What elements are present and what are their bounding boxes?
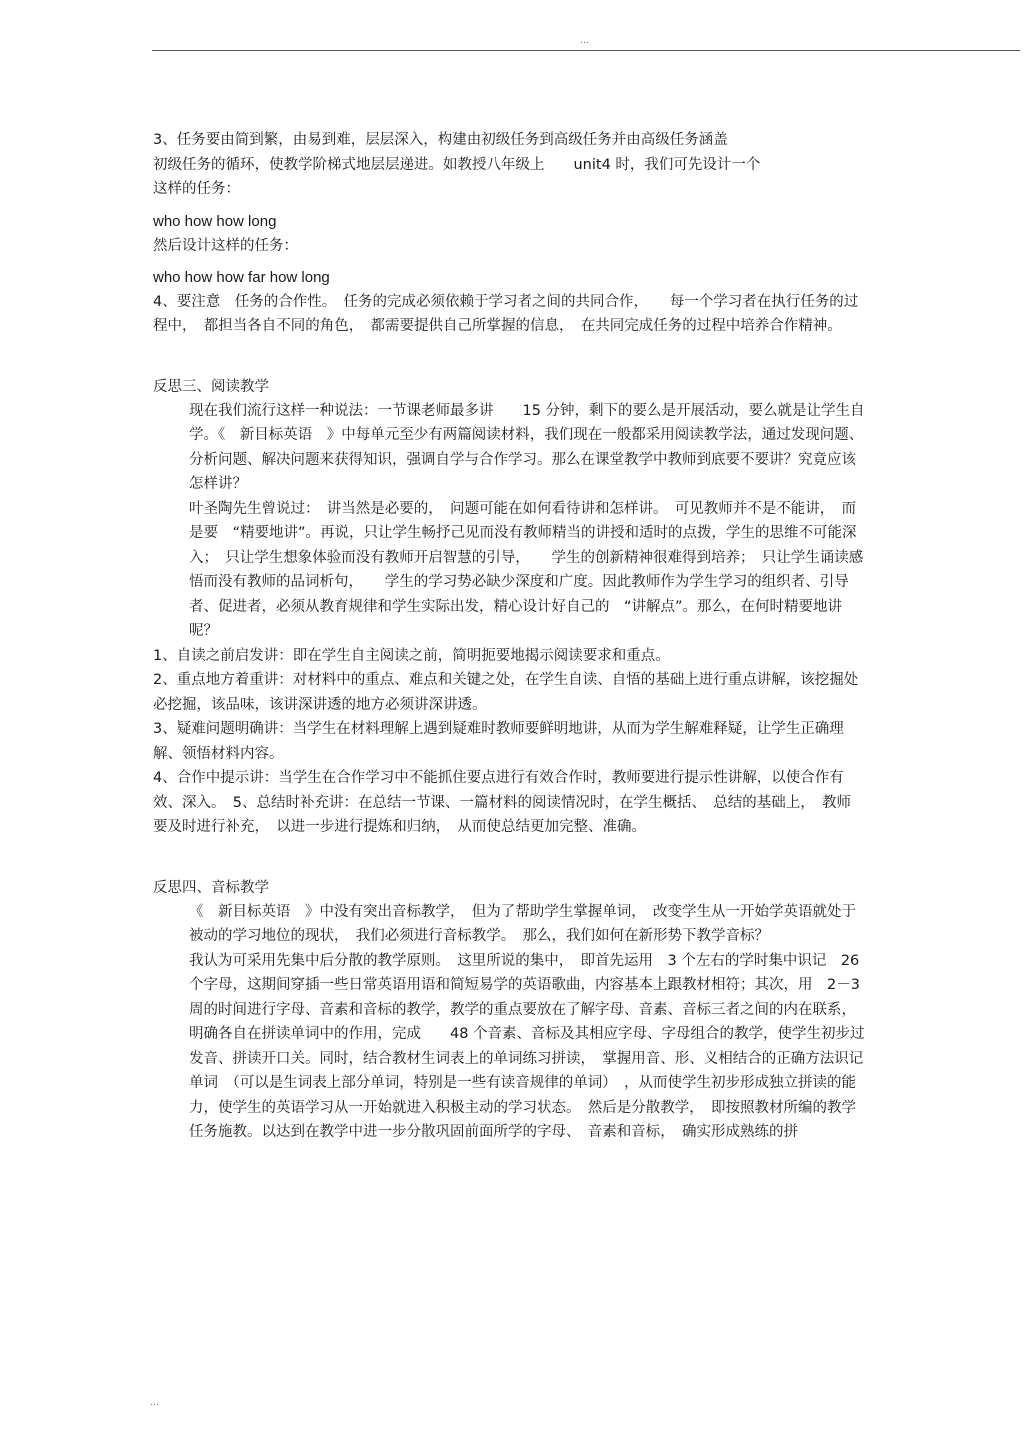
example-task-2: who how how far how long <box>153 268 330 286</box>
reading-point-3: 3、疑难问题明确讲：当学生在材料理解上遇到疑难时教师要鲜明地讲，从而为学生解难释疑，让学生正确理解、领悟材料内容。 <box>153 721 844 762</box>
heading-reflection-4: 反思四、音标教学 <box>153 879 269 896</box>
header-mark: … <box>580 36 589 46</box>
phonetics-paragraph-1: 《 新目标英语 》中没有突出音标教学， 但为了帮助学生掌握单词， 改变学生从一开始学英语就处于被动的学习地位的现状， 我们必须进行音标教学。 那么，我们如何在新形势下教学音标？ <box>189 903 856 944</box>
reading-point-4-5: 4、合作中提示讲：当学生在合作学习中不能抓住要点进行有效合作时，教师要进行提示性讲解，以使合作有效、深入。 5、总结时补充讲：在总结一节课、一篇材料的阅读情况时，在学生概括、 总结的基础上， 教师要及时进行补充， 以进一步进行提炼和归纳， 从而使总结更加完整、准确。 <box>153 770 851 835</box>
phonetics-paragraph-2: 我认为可采用先集中后分散的教学原则。 这里所说的集中， 即首先运用 3 个左右的学时集中识记 26 个字母，这期间穿插一些日常英语用语和简短易学的英语歌曲，内容基本上跟教材相符；其次，用 2－3 周的时间进行字母、音素和音标的教学，教学的重点要放在了解字母、音素、音标三者之间的内在联系，明确各自在拼读单词中的作用，完成 48 个音素、音标及其相应字母、字母组合的教学，使学生初步过发音、拼读开口关。同时，结合教材生词表上的单词练习拼读， 掌握用音、形、义相结合的正确方法识记单词 （可以是生词表上部分单词，特别是一些有读音规律的单词） ，从而使学生初步形成独立拼读的能力，使学生的英语学习从一开始就进入积极主动的学习状态。 然后是分散教学， 即按照教材所编的教学任务施教。以达到在教学中进一步分散巩固前面所学的字母、 音素和音标， 确实形成熟练的拼 <box>189 952 865 1140</box>
reading-paragraph-1: 现在我们流行这样一种说法：一节课老师最多讲 15 分钟，剩下的要么是开展活动，要么就是让学生自学。《 新目标英语 》中每单元至少有两篇阅读材料，我们现在一般都采用阅读教学法，通过发现问题、分析问题、解决问题来获得知识，强调自学与合作学习。那么在课堂教学中教师到底要不要讲？究竟应该怎样讲？ <box>189 402 865 492</box>
task-point-3-line-1: 3、任务要由简到繁，由易到难，层层深入，构建由初级任务到高级任务并由高级任务涵盖 <box>153 132 728 148</box>
reading-point-1: 1、自读之前启发讲：即在学生自主阅读之前，简明扼要地揭示阅读要求和重点。 <box>153 647 670 664</box>
heading-reflection-3: 反思三、阅读教学 <box>153 378 269 395</box>
task-point-3-line-2: 初级任务的循环，使教学阶梯式地层层递进。如教授八年级上 unit4 时，我们可先设计一个 <box>153 156 761 173</box>
footer-mark: … <box>150 1398 159 1408</box>
task-point-3 <box>153 128 865 202</box>
reading-point-2: 2、重点地方着重讲：对材料中的重点、难点和关键之处，在学生自读、自悟的基础上进行重点讲解，该挖掘处必挖掘，该品味，该讲深讲透的地方必须讲深讲透。 <box>153 672 859 713</box>
example-task-1: who how how long <box>153 212 277 230</box>
task-point-3-line-3: 这样的任务： <box>153 181 240 197</box>
header-rule <box>152 50 1020 51</box>
reading-paragraph-2: 叶圣陶先生曾说过： 讲当然是必要的， 问题可能在如何看待讲和怎样讲。 可见教师并不是不能讲， 而是要 “精要地讲”。再说，只让学生畅抒己见而没有教师精当的讲授和适时的点拨，学生的思维不可能深入； 只让学生想象体验而没有教师开启智慧的引导， 学生的创新精神很难得到培养； 只让学生诵读感悟而没有教师的品词析句， 学生的学习势必缺少深度和广度。因此教师作为学生学习的组织者、引导者、促进者，必须从教育规律和学生实际出发，精心设计好自己的 “讲解点”。那么，在何时精要地讲呢？ <box>189 500 864 639</box>
task-point-4: 4、要注意 任务的合作性。 任务的完成必须依赖于学习者之间的共同合作， 每一个学习者在执行任务的过程中， 都担当各自不同的角色， 都需要提供自己所掌握的信息， 在共同完成任务的过程中培养合作精神。 <box>153 293 859 334</box>
document-body <box>153 128 865 1145</box>
example-intro-2: 然后设计这样的任务： <box>153 237 298 254</box>
